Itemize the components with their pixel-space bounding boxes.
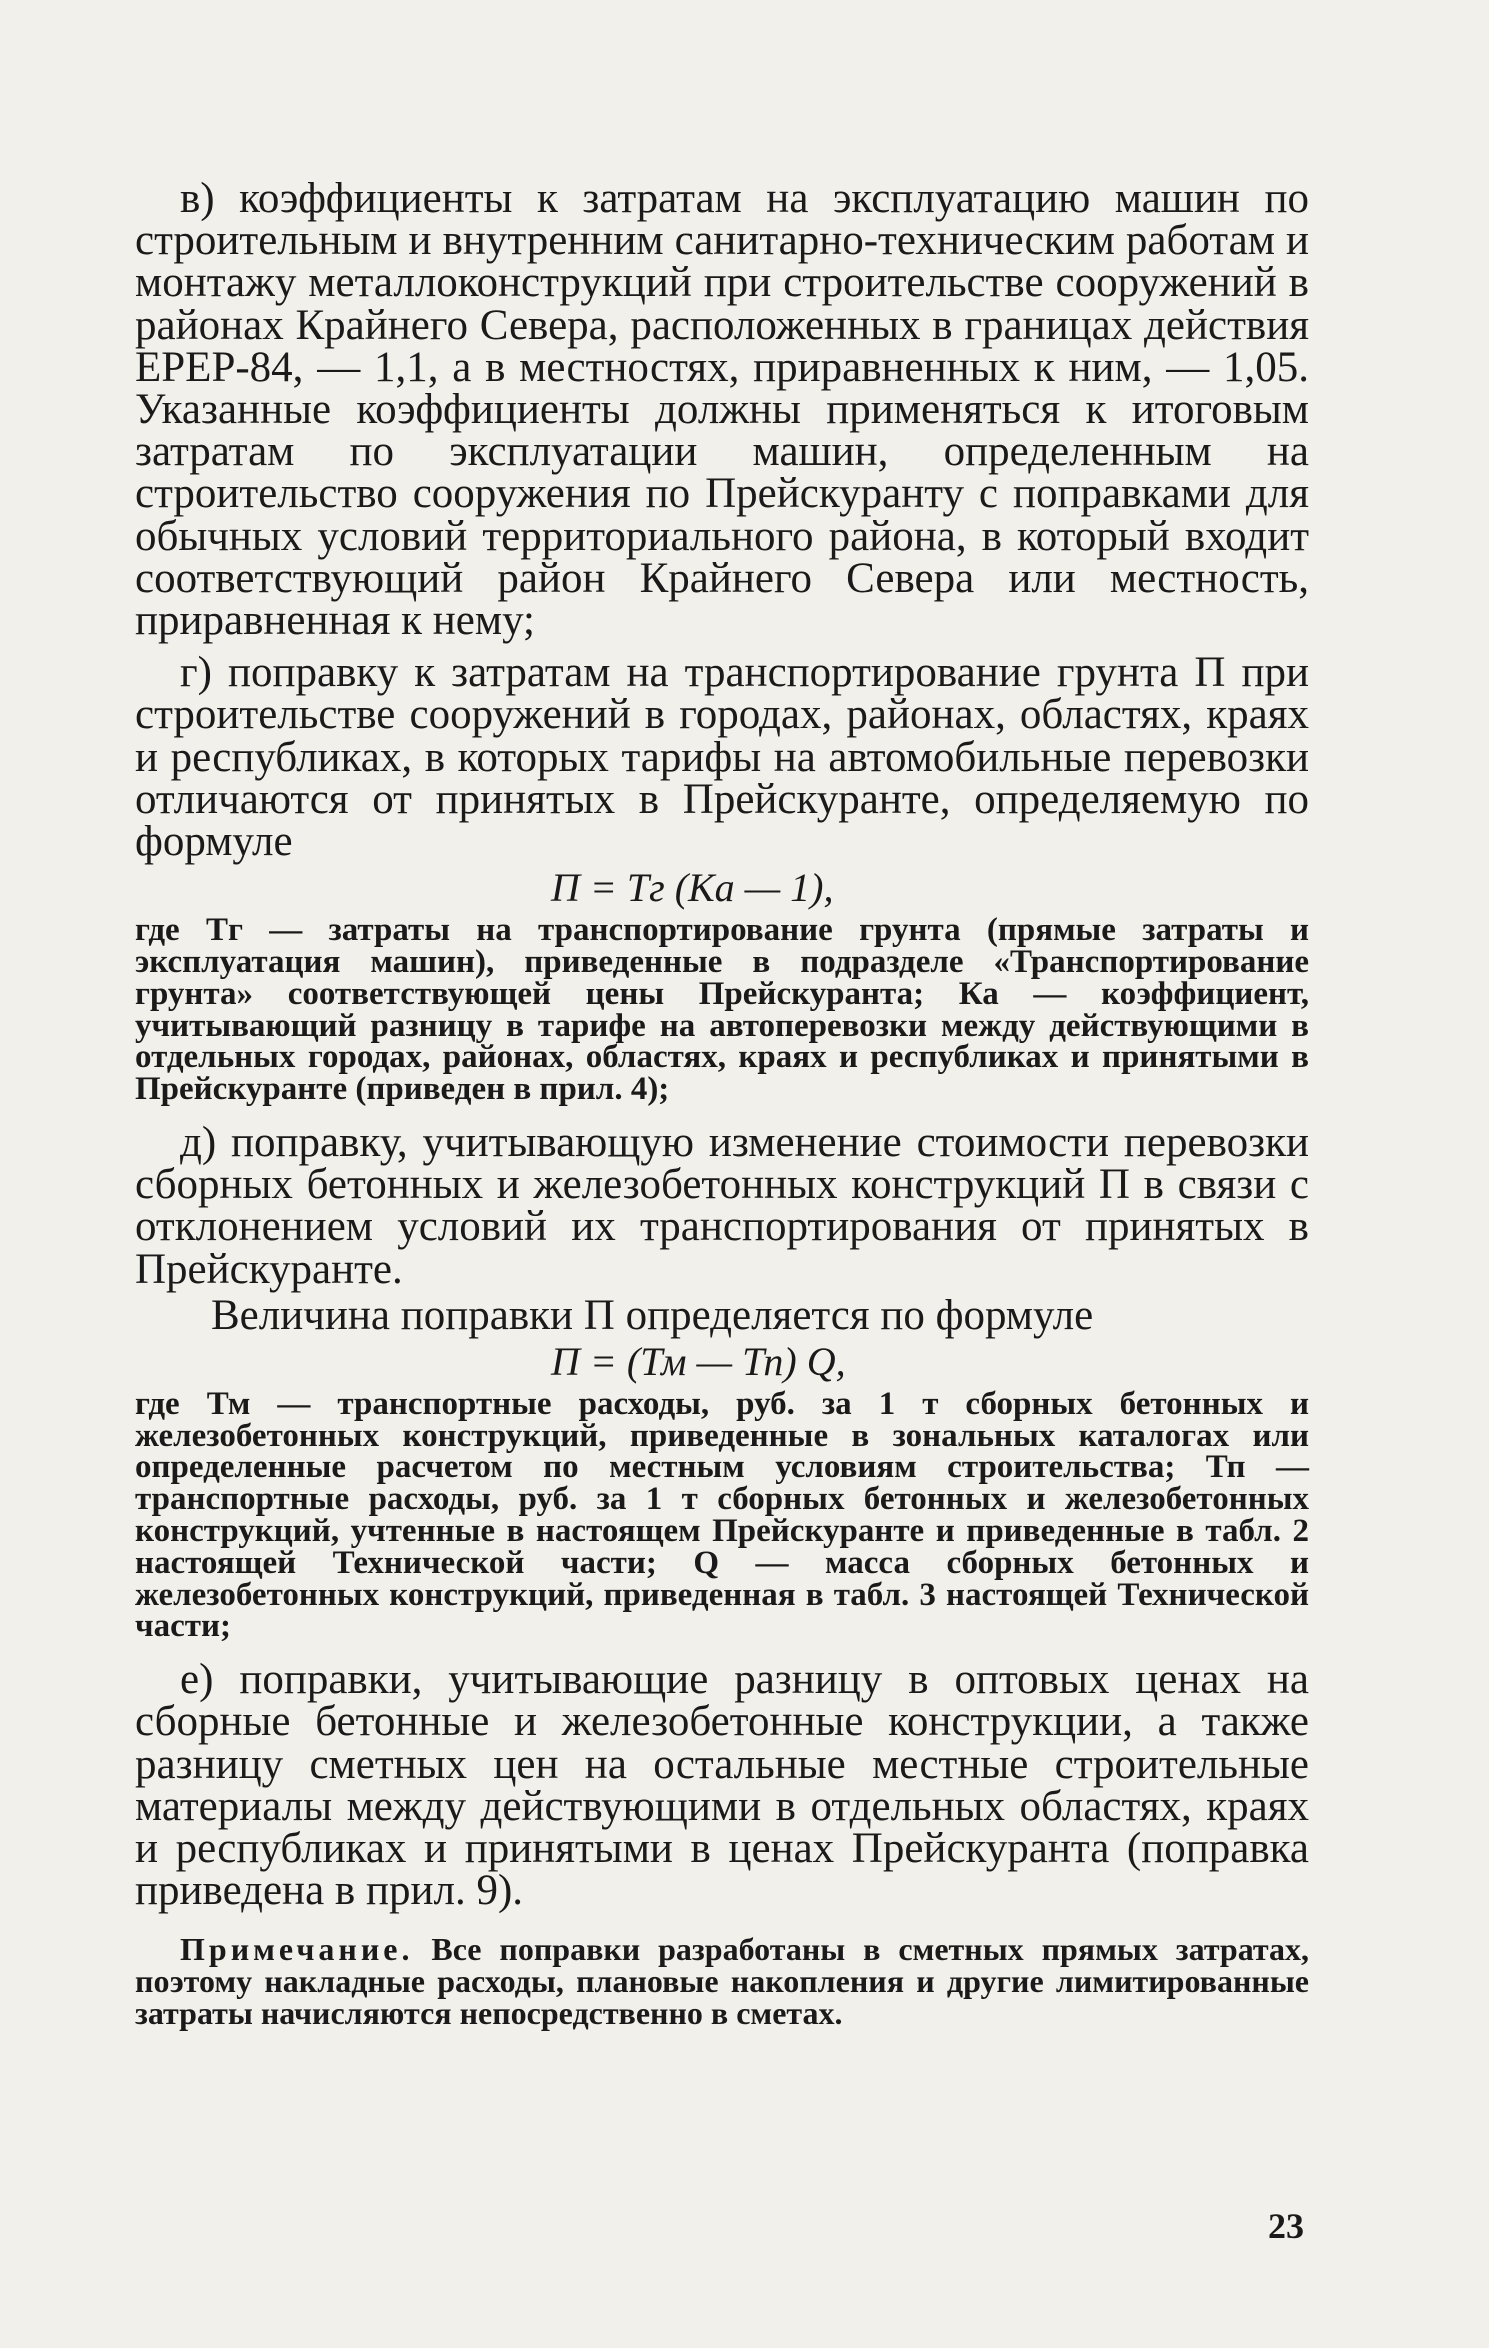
paragraph-d-value: Величина поправки П определяется по формуле (211, 1291, 1094, 1339)
formula-1: П = Тг (Ка — 1), (551, 865, 834, 911)
paragraph-v: в) коэффициенты к затратам на эксплуатацию машин по строительным и внутренним санитарно-техническим работам и монтажу металлоконструкций при строительстве сооружений в районах Крайнего Севера, расположенных в границах действия ЕРЕР-84, — 1,1, а в местностях, приравненных к ним, — 1,05. Указанные коэффициенты должны применяться к итоговым затратам по эксплуатации машин, определенным на строительство сооружения по Прейскуранту с поправками для обычных условий территориального района, в который входит соответствующий район Крайнего Севера или местность, приравненная к нему; (135, 175, 1309, 645)
paragraph-e: е) поправки, учитывающие разницу в оптовых ценах на сборные бетонные и железобетонные конструкции, а также разницу сметных цен на остальные местные строительные материалы между действующими в отдельных областях, краях и республиках и принятыми в ценах Прейскуранта (поправка приведена в прил. 9). (135, 1656, 1309, 1915)
note (135, 1931, 1310, 2032)
paragraph-g: г) поправку к затратам на транспортирование грунта П при строительстве сооружений в городах, районах, областях, краях и республиках, в которых тарифы на автомобильные перевозки отличаются от принятых в Прейскуранте, определяемую по формуле (135, 649, 1309, 866)
note-label: Примечание. (180, 1931, 414, 1968)
paragraph-d-where: где Тм — транспортные расходы, руб. за 1 т сборных бетонных и железобетонных конструкций, приведенные в зональных каталогах или определенные расчетом по местным условиям строительства; Тп — транспортные расходы, руб. за 1 т сборных бетонных и железобетонных конструкций, учтенные в настоящем Прейскуранте и приведенные в табл. 2 настоящей Технической части; Q — масса сборных бетонных и железобетонных конструкций, приведенная в табл. 3 настоящей Технической части; (135, 1385, 1309, 1645)
note-text: Все поправки разработаны в сметных прямых затратах, поэтому накладные расходы, плановые накопления и другие лимитированные затраты начисляются непосредственно в сметах. (135, 1931, 1310, 2032)
paragraph-g-where: где Тг — затраты на транспортирование грунта (прямые затраты и эксплуатация машин), приведенные в подразделе «Транспортирование грунта» соответствующей цены Прейскуранта; Ка — коэффициент, учитывающий разницу в тарифе на автоперевозки между действующими в отдельных городах, районах, областях, краях и республиках и принятыми в Прейскуранте (приведен в прил. 4); (135, 912, 1309, 1108)
page-number: 23 (1268, 2206, 1304, 2246)
paragraph-d: д) поправку, учитывающую изменение стоимости перевозки сборных бетонных и железобетонных конструкций П в связи с отклонением условий их транспортирования от принятых в Прейскуранте. (135, 1119, 1309, 1293)
formula-2: П = (Тм — Тп) Q, (551, 1338, 846, 1384)
